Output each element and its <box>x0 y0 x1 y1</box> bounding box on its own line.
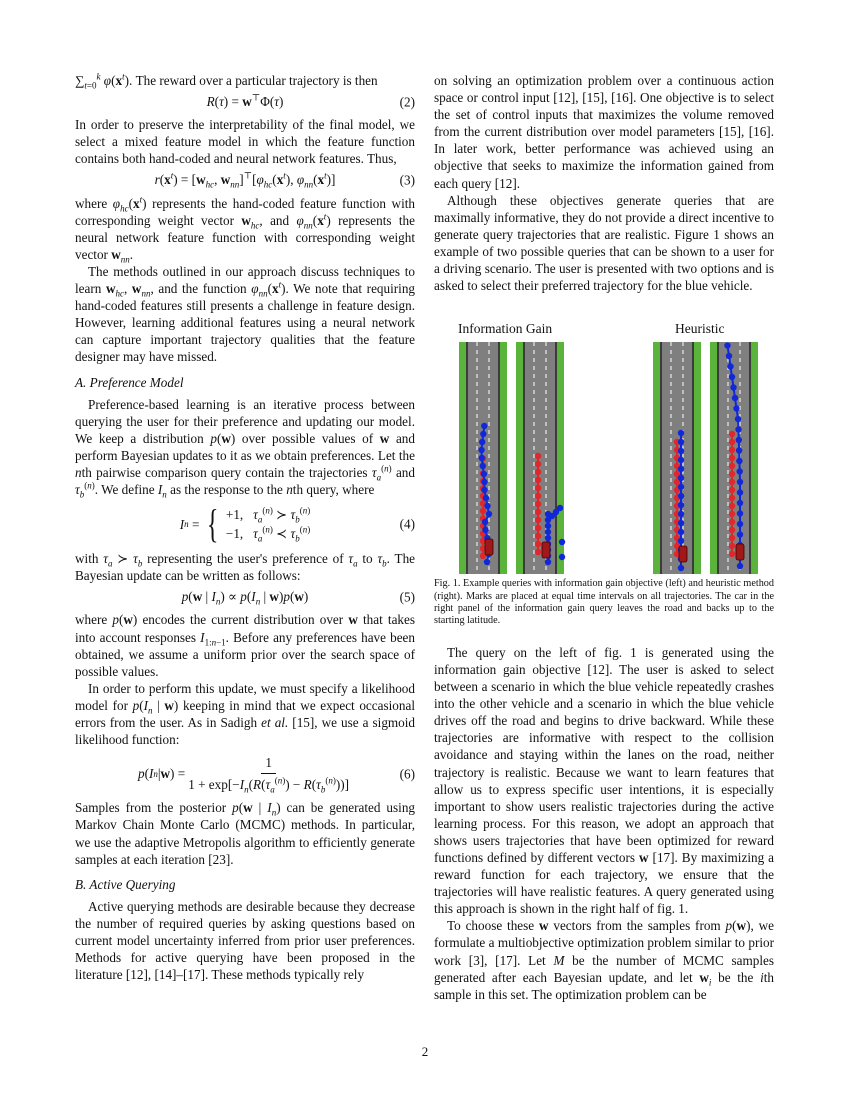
trajectory-mark <box>535 485 541 491</box>
trajectory-mark <box>737 490 743 496</box>
trajectory-mark <box>535 461 541 467</box>
trajectory-mark <box>535 549 541 555</box>
trajectory-mark <box>678 457 684 463</box>
section-heading: A. Preference Model <box>75 374 184 390</box>
equation-number: (3) <box>399 172 415 188</box>
trajectory-mark <box>678 466 684 472</box>
paragraph: The methods outlined in our approach discuss techniques to learn $w_{hc}$, $w_{nn}$, and the function $\varphi_{nn}(x^t)$. We note that requiring hand-coded features still presents a challenge in feature design. However, learning additional features using a neural network can capture important trajectory qualities that the feature designer may have missed. <box>75 263 416 365</box>
page-number: 2 <box>421 1044 429 1059</box>
figure-label-information-gain: Information Gain <box>458 321 553 337</box>
paragraph: The query on the left of fig. 1 is generated using the information gain objective [12]. The user is asked to select between a scenario in which the blue vehicle repeatedly crashes into the other vehicle and a scenario in which the blue vehicle drives off the road and begins to drive backward. While these trajectories are informative with respect to the collision avoidance and staying within the lanes on the road, neither trajectory is realistic. Because we want to learn features that allow us to express specific user intentions, it is especially important to show users realistic trajectories during the active learning process. For this reason, we adopt an approach that shows users trajectories that have been optimized for reward functions defined by different vectors w [17]. By maximizing a reward function for each trajectory, we ensure that the trajectories will have realistic features. A query generated using this approach is shown in the right half of fig. 1. <box>434 644 775 917</box>
equation-4: I n = { +1, $\tau_a^{(n)}$ ≻ $\tau_b^{(n)}$ −1, $\tau_a^{(n)}$ ≺ $\tau_b^{(n)}$ (4) <box>179 501 415 547</box>
trajectory-mark <box>486 511 492 517</box>
trajectory-mark <box>545 559 551 565</box>
trajectory-mark <box>678 430 684 436</box>
trajectory-mark <box>737 521 743 527</box>
trajectory-mark <box>736 437 742 443</box>
trajectory-mark <box>737 500 743 506</box>
trajectory-mark <box>729 487 735 493</box>
trajectory-mark <box>729 447 735 453</box>
trajectory-mark <box>535 501 541 507</box>
figure-1 <box>434 320 774 572</box>
trajectory-mark <box>484 503 490 509</box>
trajectory-mark <box>729 543 735 549</box>
trajectory-mark <box>678 511 684 517</box>
trajectory-mark <box>678 484 684 490</box>
equation-number: (4) <box>399 516 415 532</box>
trajectory-mark <box>678 475 684 481</box>
trajectory-mark <box>736 448 742 454</box>
section-heading: B. Active Querying <box>75 876 176 892</box>
trajectory-mark <box>483 495 489 501</box>
trajectory-mark <box>481 471 487 477</box>
trajectory-mark <box>678 565 684 571</box>
trajectory-mark <box>535 541 541 547</box>
trajectory-mark <box>729 511 735 517</box>
trajectory-mark <box>482 519 488 525</box>
equation-number: (6) <box>399 766 415 782</box>
paragraph: where $\varphi_{hc}(x^t)$ represents the hand-coded feature function with corresponding weight vector $w_{hc}$, and $\varphi_{nn}(x^t)$ represents the neural network feature function with corresponding weight vector $w_{nn}$. <box>75 194 416 265</box>
trajectory-mark <box>726 353 732 359</box>
trajectory-mark <box>535 453 541 459</box>
trajectory-mark <box>480 463 486 469</box>
trajectory-mark <box>482 527 488 533</box>
trajectory-mark <box>729 519 735 525</box>
trajectory-mark <box>535 525 541 531</box>
trajectory-mark <box>678 448 684 454</box>
car <box>736 544 744 560</box>
trajectory-mark <box>545 529 551 535</box>
equation-6: p ( I n | w ) = $\frac{1}{1 + \exp[-I_n(R(\tau_a^{(n)}) - R(\tau_b^{(n)}))]}$ (6) <box>137 755 415 795</box>
figure-label-heuristic: Heuristic <box>675 321 725 337</box>
trajectory-mark <box>480 431 486 437</box>
trajectory-mark <box>678 520 684 526</box>
trajectory-mark <box>737 532 743 538</box>
trajectory-mark <box>535 533 541 539</box>
trajectory-mark <box>678 493 684 499</box>
trajectory-mark <box>730 385 736 391</box>
trajectory-mark <box>481 423 487 429</box>
paragraph: $\sum_{t=0}^k$ $\varphi(x^t)$. The reward over a particular trajectory is then <box>75 71 378 91</box>
trajectory-mark <box>724 343 730 349</box>
trajectory-mark <box>729 495 735 501</box>
trajectory-mark <box>535 469 541 475</box>
trajectory-mark <box>678 529 684 535</box>
trajectory-mark <box>481 479 487 485</box>
paragraph: on solving an optimization problem over a continuous action space or control input [12], [15], [16]. One objective is to select the set of control inputs that maximizes the volume removed from the current distribution over model parameters [15], [16]. In later work, better performance was achieved using an objective that seeks to maximize the information gained from each query [12]. <box>434 73 774 191</box>
trajectory-mark <box>557 505 563 511</box>
trajectory-mark <box>559 554 565 560</box>
trajectory-mark <box>678 538 684 544</box>
trajectory-mark <box>479 455 485 461</box>
trajectory-mark <box>729 471 735 477</box>
trajectory-mark <box>545 523 551 529</box>
paragraph: with $\tau_a$ ≻ $\tau_b$ representing the user's preference of $\tau_a$ to $\tau_b$. The Bayesian update can be written as follows: <box>75 551 416 584</box>
car <box>679 546 687 562</box>
trajectory-mark <box>729 551 735 557</box>
paragraph: Preference-based learning is an iterative process between querying the user for their preference and updating our model. We keep a distribution p(w) over possible values of w and perform Bayesian updates to it as we obtain preferences. Let the nth pairwise comparison query contain the trajectories $\tau_a^{(n)}$ and $\tau_b^{(n)}$. We define $I_n$ as the response to the nth query, where <box>75 396 415 500</box>
trajectory-mark <box>729 431 735 437</box>
trajectory-mark <box>729 439 735 445</box>
trajectory-mark <box>545 535 551 541</box>
trajectory-mark <box>484 559 490 565</box>
trajectory-mark <box>736 458 742 464</box>
car <box>542 542 550 558</box>
trajectory-mark <box>729 455 735 461</box>
paragraph: Although these objectives generate queries that are maximally informative, they do not provide a direct incentive to generate query trajectories that are realistic. Figure 1 shows an example of two possible queries that can be shown to a user for a driving scenario. The user is presented with two options and is asked to select their preferred trajectory for the blue vehicle. <box>434 192 774 294</box>
trajectory-mark <box>559 539 565 545</box>
trajectory-mark <box>480 508 486 514</box>
trajectory-mark <box>732 395 738 401</box>
trajectory-mark <box>737 511 743 517</box>
car <box>485 539 493 555</box>
paragraph: In order to perform this update, we must specify a likelihood model for $p(I_n$ | w) keeping in mind that we expect occasional errors from the user. As in Sadigh et al. [15], we use a sigmoid likelihood function: <box>75 680 416 748</box>
trajectory-mark <box>737 479 743 485</box>
trajectory-mark <box>735 427 741 433</box>
equation-number: (5) <box>399 589 415 605</box>
trajectory-mark <box>479 439 485 445</box>
trajectory-mark <box>727 364 733 370</box>
trajectory-mark <box>478 447 484 453</box>
driving-scenarios-figure <box>434 342 774 574</box>
trajectory-mark <box>729 374 735 380</box>
trajectory-mark <box>737 469 743 475</box>
paragraph: where p(w) encodes the current distribution over w that takes into account responses $I_{1:n-1}$. Before any preferences have been obtained, we assume a uniform prior over the search space of possible values. <box>75 612 416 679</box>
trajectory-mark <box>735 416 741 422</box>
left-column <box>75 72 415 983</box>
equation-5: p(w | $I_n) \propto p(I_n$ | w)p(w) (5) <box>181 589 415 607</box>
equation-number: (2) <box>399 94 415 110</box>
trajectory-mark <box>481 487 487 493</box>
trajectory-mark <box>737 563 743 569</box>
trajectory-mark <box>729 479 735 485</box>
paragraph: To choose these w vectors from the samples from p(w), we formulate a multiobjective optimization problem similar to prior work [3], [17]. Let M be the number of MCMC samples generated after each Bayesian update, and let $w_i$ be the ith sample in this set. The optimization problem can be <box>434 918 775 1002</box>
figure-caption: Fig. 1. Example queries with information gain objective (left) and heuristic method (right). Marks are placed at equal time intervals on all trajectories. The car in the right panel of the information gain query leaves the road and backs up to the starting latitude. <box>434 578 774 627</box>
trajectory-mark <box>729 527 735 533</box>
trajectory-mark <box>729 463 735 469</box>
trajectory-mark <box>535 477 541 483</box>
right-column <box>434 72 774 1003</box>
trajectory-mark <box>535 509 541 515</box>
paragraph: In order to preserve the interpretability of the final model, we select a mixed feature model in which the feature function contains both hand-coded and neural network features. Thus, <box>75 117 415 167</box>
trajectory-mark <box>729 503 735 509</box>
paragraph: Samples from the posterior p(w | $I_n$) can be generated using Markov Chain Monte Carlo (MCMC) methods. In particular, we use the adaptive Metropolis algorithm to efficiently generate samples at each iteration [23]. <box>75 800 416 867</box>
trajectory-mark <box>535 517 541 523</box>
trajectory-mark <box>535 493 541 499</box>
trajectory-mark <box>678 439 684 445</box>
paragraph: Active querying methods are desirable because they decrease the number of required queries by asking questions based on current model uncertainty inferred from prior user preferences. Methods for active querying have been proposed in the literature [12], [14]–[17]. These methods typically rely <box>75 898 415 983</box>
trajectory-mark <box>733 406 739 412</box>
trajectory-mark <box>678 502 684 508</box>
equation-3: $r(x^t) = [w_{hc}$, $w_{nn}]^⊤[\varphi_{hc}(x^t)$, $\varphi_{nn}(x^t)$] (3) <box>154 171 415 191</box>
equation-2: R(τ) = w⊤Φ(τ) (2) <box>206 92 415 110</box>
trajectory-mark <box>729 535 735 541</box>
